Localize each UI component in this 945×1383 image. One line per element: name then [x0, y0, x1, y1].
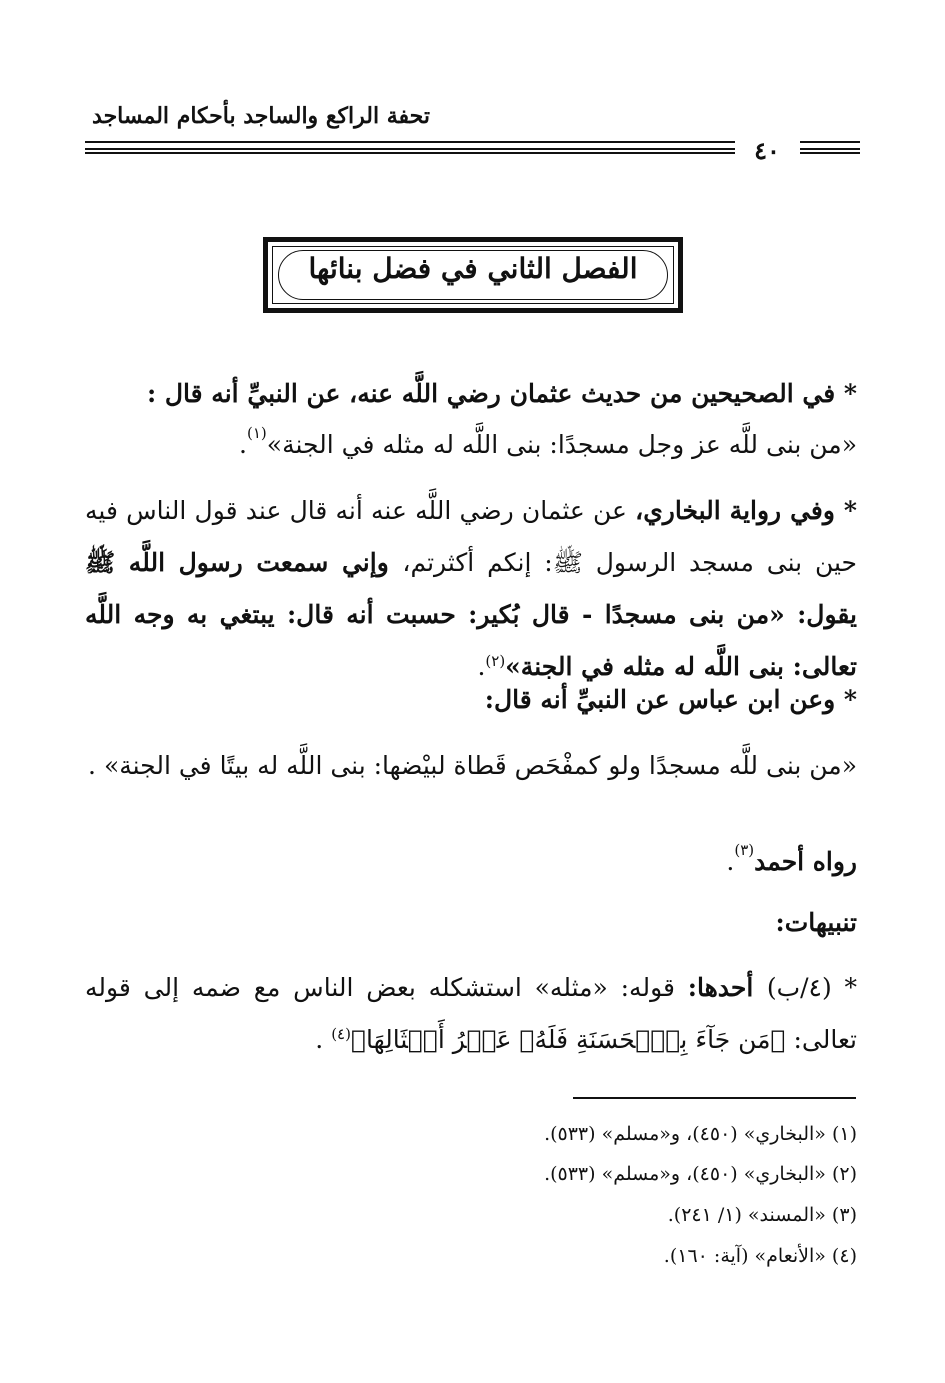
- header-rule-long-lower: [85, 152, 735, 154]
- narrated-by-ahmad: رواه أحمد: [754, 847, 857, 876]
- paragraph-3-quote: [85, 740, 857, 792]
- footnote-separator: [573, 1097, 856, 1099]
- footnote-ref-3: (٣): [734, 841, 755, 859]
- hadith-quote-1: «من بنى للَّه عز وجل مسجدًا: بنى اللَّه له مثله في الجنة»: [266, 430, 857, 459]
- paragraph-6-end: .: [315, 1025, 332, 1054]
- paragraph-4: [726, 841, 857, 876]
- header-rule-long: [85, 141, 735, 150]
- footnote-ref-1: (١): [247, 424, 267, 442]
- paragraph-2-lead: * وفي رواية البخاري،: [635, 496, 857, 525]
- footnote-ref-2: (٢): [485, 652, 506, 670]
- paragraph-6: [85, 962, 857, 1066]
- paragraph-1: [85, 368, 857, 420]
- page-number: ٤٠: [754, 136, 780, 165]
- footnote-3: (٣) «المسند» (١/ ٢٤١).: [667, 1204, 857, 1226]
- chapter-title-frame: [263, 237, 683, 313]
- paragraph-4-end: .: [726, 847, 735, 876]
- header-rule-short-lower: [800, 152, 860, 154]
- notes-heading-line: [776, 908, 858, 937]
- paragraph-1-quote-line: [239, 424, 857, 459]
- running-title: تحفة الراكع والساجد بأحكام المساجد: [92, 103, 430, 129]
- footnote-ref-4: (٤): [331, 1025, 351, 1043]
- paragraph-2-hadith: وإني سمعت رسول اللَّه ﷺ يقول: «من بنى مسجدًا - قال بُكير: حسبت أنه قال: يبتغي به وجه اللَّه تعالى: بنى اللَّه له مثله في الجنة»: [85, 548, 857, 681]
- paragraph-2: [85, 485, 857, 693]
- first-note-lead: أحدها:: [687, 973, 767, 1002]
- notes-heading: تنبيهات:: [775, 908, 857, 937]
- footnote-2: (٢) «البخاري» (٤٥٠)، و«مسلم» (٥٣٣).: [544, 1163, 857, 1185]
- paragraph-1-end: .: [239, 430, 247, 459]
- paragraph-1-lead: * في الصحيحين من حديث عثمان رضي اللَّه عنه، عن النبيِّ أنه قال :: [146, 379, 857, 408]
- footnote-4: (٤) «الأنعام» (آية: ١٦٠).: [663, 1245, 857, 1267]
- paragraph-2-text: عن عثمان رضي اللَّه عنه أنه قال عند قول الناس فيه حين بنى مسجد الرسول ﷺ: إنكم أكثرتم،: [85, 496, 857, 577]
- paragraph-3-lead: * وعن ابن عباس عن النبيِّ أنه قال:: [484, 685, 857, 714]
- paragraph-2-end: .: [477, 652, 486, 681]
- paragraph-6-text: قوله: «مثله» استشكله بعض الناس مع ضمه إلى قوله تعالى:: [85, 973, 857, 1054]
- footnote-1: (١) «البخاري» (٤٥٠)، و«مسلم» (٥٣٣).: [544, 1123, 857, 1145]
- quran-verse: ﴿مَن جَآءَ بِٱلۡحَسَنَةِ فَلَهُۥ عَشۡرُ أَمۡثَالِهَا﴾: [350, 1025, 794, 1054]
- hadith-quote-3: «من بنى للَّه مسجدًا ولو كمفْحَص قَطاة لبيْضها: بنى اللَّه له بيتًا في الجنة» .: [88, 751, 857, 780]
- paragraph-3-lead-line: [485, 685, 857, 714]
- manuscript-marker: * (٤/ب): [766, 973, 858, 1002]
- header-rule-short: [800, 141, 860, 150]
- chapter-title: الفصل الثاني في فضل بنائها: [308, 252, 638, 285]
